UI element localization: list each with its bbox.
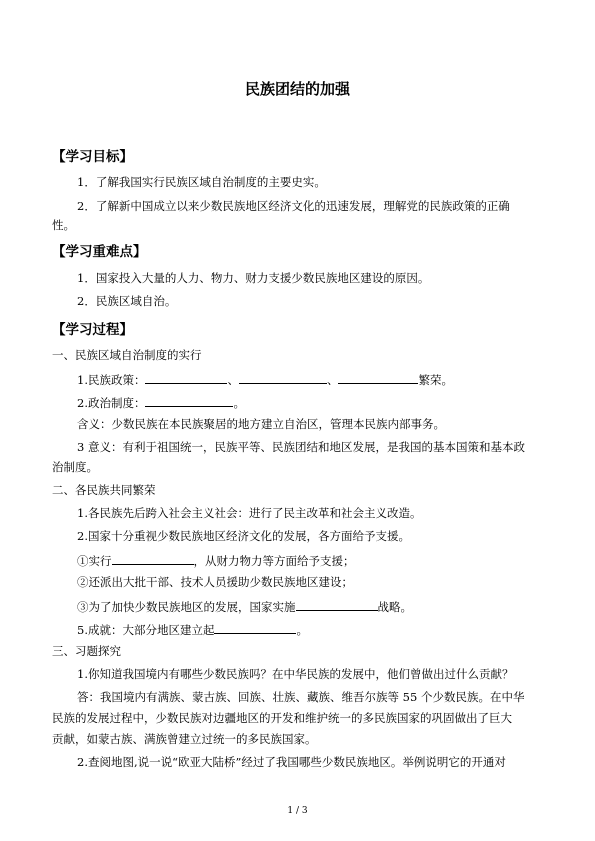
key-line: 2．民族区域自治。 <box>77 294 177 308</box>
part-heading: 二、各民族共同繁荣 <box>52 483 156 497</box>
achievement-label: 5.成就：大部分地区建立起 <box>77 623 215 637</box>
separator: 、 <box>227 373 239 387</box>
support-end: ，从财力物力等方面给予支援； <box>193 554 355 568</box>
strategy-line <box>77 598 412 614</box>
fill-blank[interactable] <box>239 371 327 384</box>
section-heading-goals: 【学习目标】 <box>52 149 133 165</box>
achievement-end: 。 <box>296 623 308 637</box>
significance-line: 治制度。 <box>52 460 98 474</box>
page-title: 民族团结的加强 <box>244 80 350 98</box>
key-line: 1．国家投入大量的人力、物力、财力支援少数民族地区建设的原因。 <box>77 271 430 285</box>
fill-blank[interactable] <box>338 371 418 384</box>
fill-blank[interactable] <box>145 371 227 384</box>
support-line <box>77 552 355 568</box>
system-line <box>77 394 245 410</box>
significance-line: 3 意义：有利于祖国统一，民族平等、民族团结和地区发展，是我国的基本国策和基本政 <box>77 440 525 454</box>
meaning-line: 含义：少数民族在本民族聚居的地方建立自治区，管理本民族内部事务。 <box>77 417 445 431</box>
system-end: 。 <box>233 396 245 410</box>
goal-line: 1．了解我国实行民族区域自治制度的主要史实。 <box>77 175 326 189</box>
strategy-label: ③为了加快少数民族地区的发展，国家实施 <box>77 600 296 614</box>
section-heading-key: 【学习重难点】 <box>52 244 147 260</box>
policy-end: 繁荣。 <box>418 373 453 387</box>
section-heading-process: 【学习过程】 <box>52 322 133 338</box>
process-line: ②还派出大批干部、技术人员援助少数民族地区建设； <box>77 575 353 589</box>
fill-blank[interactable] <box>112 552 194 565</box>
fill-blank[interactable] <box>145 394 233 407</box>
achievement-line <box>77 621 308 637</box>
policy-line <box>77 371 453 387</box>
process-line: 2.国家十分重视少数民族地区经济文化的发展，各方面给予支援。 <box>77 529 410 543</box>
system-label: 2.政治制度： <box>77 396 146 410</box>
process-line: 1.各民族先后跨入社会主义社会：进行了民主改革和社会主义改造。 <box>77 506 422 520</box>
goal-line: 性。 <box>52 218 75 232</box>
question-line: 1.你知道我国境内有哪些少数民族吗？在中华民族的发展中，他们曾做出过什么贡献？ <box>77 667 514 681</box>
part-heading: 三、习题探究 <box>52 644 121 658</box>
separator: 、 <box>326 373 339 387</box>
strategy-end: 战略。 <box>377 600 412 614</box>
fill-blank[interactable] <box>296 598 378 611</box>
part-heading: 一、民族区域自治制度的实行 <box>52 348 202 362</box>
fill-blank[interactable] <box>214 621 296 634</box>
support-label: ①实行 <box>77 554 112 568</box>
goal-line: 2．了解新中国成立以来少数民族地区经济文化的迅速发展，理解党的民族政策的正确 <box>77 199 510 213</box>
page-number: 1 / 3 <box>287 806 308 816</box>
answer-line: 贡献，如蒙古族、满族曾建立过统一的多民族国家。 <box>52 732 317 746</box>
policy-label: 1.民族政策： <box>77 373 146 387</box>
question-line: 2.查阅地图,说一说“欧亚大陆桥”经过了我国哪些少数民族地区。举例说明它的开通对 <box>77 755 506 769</box>
answer-line: 民族的发展过程中，少数民族对边疆地区的开发和维护统一的多民族国家的巩固做出了巨大 <box>52 711 512 725</box>
answer-line: 答：我国境内有满族、蒙古族、回族、壮族、藏族、维吾尔族等 55 个少数民族。在中华 <box>77 690 525 704</box>
